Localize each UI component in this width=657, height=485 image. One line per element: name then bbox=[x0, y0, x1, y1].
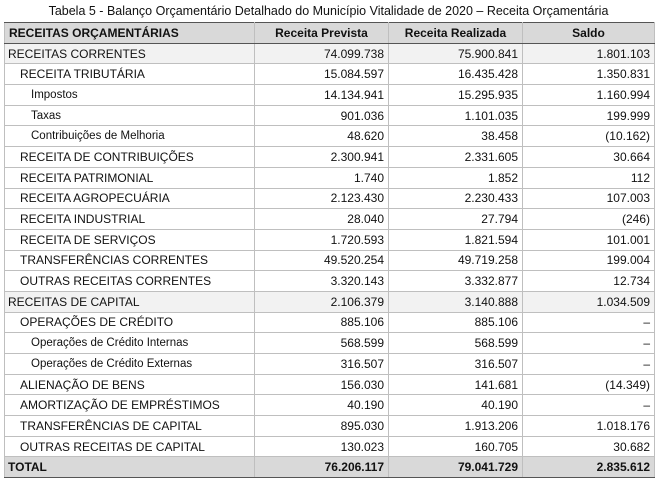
row-receita-realizada: 75.900.841 bbox=[389, 43, 523, 64]
row-receita-prevista: 28.040 bbox=[255, 209, 389, 230]
row-saldo: 199.004 bbox=[523, 250, 655, 271]
row-receita-prevista: 14.134.941 bbox=[255, 85, 389, 106]
table-row bbox=[5, 416, 655, 437]
row-receita-realizada: 1.821.594 bbox=[389, 229, 523, 250]
row-label: OUTRAS RECEITAS CORRENTES bbox=[5, 271, 255, 292]
row-receita-prevista: 1.740 bbox=[255, 167, 389, 188]
row-receita-prevista: 156.030 bbox=[255, 374, 389, 395]
header-receitas: RECEITAS ORÇAMENTÁRIAS bbox=[5, 23, 255, 44]
row-receita-prevista: 3.320.143 bbox=[255, 271, 389, 292]
table-row bbox=[5, 105, 655, 126]
row-receita-prevista: 885.106 bbox=[255, 312, 389, 333]
row-receita-realizada: 141.681 bbox=[389, 374, 523, 395]
row-receita-prevista: 2.106.379 bbox=[255, 291, 389, 312]
row-saldo: 1.018.176 bbox=[523, 416, 655, 437]
row-saldo: – bbox=[523, 333, 655, 354]
table-row bbox=[5, 126, 655, 147]
row-label: TRANSFERÊNCIAS DE CAPITAL bbox=[5, 416, 255, 437]
total-realizada: 79.041.729 bbox=[389, 457, 523, 478]
row-label: Operações de Crédito Internas bbox=[5, 333, 255, 354]
row-saldo: 12.734 bbox=[523, 271, 655, 292]
table-row bbox=[5, 85, 655, 106]
row-receita-prevista: 2.300.941 bbox=[255, 147, 389, 168]
table-row bbox=[5, 188, 655, 209]
row-label: RECEITAS CORRENTES bbox=[5, 43, 255, 64]
header-receita-prevista: Receita Prevista bbox=[255, 23, 389, 44]
header-saldo: Saldo bbox=[523, 23, 655, 44]
table-row bbox=[5, 354, 655, 375]
row-label: OUTRAS RECEITAS DE CAPITAL bbox=[5, 436, 255, 457]
row-saldo: (14.349) bbox=[523, 374, 655, 395]
table-row bbox=[5, 209, 655, 230]
row-receita-realizada: 1.913.206 bbox=[389, 416, 523, 437]
row-receita-realizada: 2.230.433 bbox=[389, 188, 523, 209]
row-receita-realizada: 40.190 bbox=[389, 395, 523, 416]
row-saldo: – bbox=[523, 354, 655, 375]
row-receita-realizada: 316.507 bbox=[389, 354, 523, 375]
table-row bbox=[5, 271, 655, 292]
table-row bbox=[5, 64, 655, 85]
row-receita-realizada: 160.705 bbox=[389, 436, 523, 457]
row-receita-prevista: 895.030 bbox=[255, 416, 389, 437]
total-label: TOTAL bbox=[5, 457, 255, 478]
row-receita-realizada: 1.852 bbox=[389, 167, 523, 188]
row-label: AMORTIZAÇÃO DE EMPRÉSTIMOS bbox=[5, 395, 255, 416]
total-saldo: 2.835.612 bbox=[523, 457, 655, 478]
row-saldo: 107.003 bbox=[523, 188, 655, 209]
row-receita-prevista: 1.720.593 bbox=[255, 229, 389, 250]
row-saldo: (246) bbox=[523, 209, 655, 230]
row-receita-realizada: 3.140.888 bbox=[389, 291, 523, 312]
table-row bbox=[5, 436, 655, 457]
row-saldo: 1.160.994 bbox=[523, 85, 655, 106]
row-receita-prevista: 49.520.254 bbox=[255, 250, 389, 271]
header-receita-realizada: Receita Realizada bbox=[389, 23, 523, 44]
row-receita-prevista: 40.190 bbox=[255, 395, 389, 416]
row-receita-realizada: 1.101.035 bbox=[389, 105, 523, 126]
row-receita-prevista: 316.507 bbox=[255, 354, 389, 375]
row-receita-prevista: 130.023 bbox=[255, 436, 389, 457]
row-receita-prevista: 48.620 bbox=[255, 126, 389, 147]
row-label: RECEITA TRIBUTÁRIA bbox=[5, 64, 255, 85]
row-saldo: (10.162) bbox=[523, 126, 655, 147]
row-label: Contribuições de Melhoria bbox=[5, 126, 255, 147]
table-row bbox=[5, 167, 655, 188]
table-row bbox=[5, 291, 655, 312]
row-receita-realizada: 16.435.428 bbox=[389, 64, 523, 85]
header-row bbox=[5, 23, 655, 44]
row-label: Impostos bbox=[5, 85, 255, 106]
table-row bbox=[5, 312, 655, 333]
table-row bbox=[5, 229, 655, 250]
row-receita-realizada: 49.719.258 bbox=[389, 250, 523, 271]
row-saldo: 1.034.509 bbox=[523, 291, 655, 312]
row-receita-realizada: 568.599 bbox=[389, 333, 523, 354]
row-saldo: – bbox=[523, 395, 655, 416]
row-label: RECEITA PATRIMONIAL bbox=[5, 167, 255, 188]
row-receita-prevista: 568.599 bbox=[255, 333, 389, 354]
row-receita-prevista: 74.099.738 bbox=[255, 43, 389, 64]
table-row bbox=[5, 43, 655, 64]
row-label: Taxas bbox=[5, 105, 255, 126]
row-label: OPERAÇÕES DE CRÉDITO bbox=[5, 312, 255, 333]
row-label: TRANSFERÊNCIAS CORRENTES bbox=[5, 250, 255, 271]
row-label: RECEITA DE CONTRIBUIÇÕES bbox=[5, 147, 255, 168]
table-row bbox=[5, 374, 655, 395]
row-label: RECEITA INDUSTRIAL bbox=[5, 209, 255, 230]
row-receita-prevista: 901.036 bbox=[255, 105, 389, 126]
row-label: ALIENAÇÃO DE BENS bbox=[5, 374, 255, 395]
row-label: RECEITAS DE CAPITAL bbox=[5, 291, 255, 312]
row-receita-prevista: 15.084.597 bbox=[255, 64, 389, 85]
table-row bbox=[5, 333, 655, 354]
row-receita-realizada: 885.106 bbox=[389, 312, 523, 333]
row-saldo: 112 bbox=[523, 167, 655, 188]
row-receita-prevista: 2.123.430 bbox=[255, 188, 389, 209]
row-receita-realizada: 27.794 bbox=[389, 209, 523, 230]
row-receita-realizada: 38.458 bbox=[389, 126, 523, 147]
row-saldo: – bbox=[523, 312, 655, 333]
table-row bbox=[5, 395, 655, 416]
row-saldo: 1.801.103 bbox=[523, 43, 655, 64]
table-caption: Tabela 5 - Balanço Orçamentário Detalhado do Município Vitalidade de 2020 – Receita Orçamentária bbox=[48, 4, 609, 18]
total-prevista: 76.206.117 bbox=[255, 457, 389, 478]
row-label: Operações de Crédito Externas bbox=[5, 354, 255, 375]
table-row bbox=[5, 147, 655, 168]
row-label: RECEITA DE SERVIÇOS bbox=[5, 229, 255, 250]
budget-table bbox=[4, 22, 655, 478]
row-label: RECEITA AGROPECUÁRIA bbox=[5, 188, 255, 209]
row-saldo: 30.682 bbox=[523, 436, 655, 457]
row-receita-realizada: 15.295.935 bbox=[389, 85, 523, 106]
row-saldo: 30.664 bbox=[523, 147, 655, 168]
total-row bbox=[5, 457, 655, 478]
row-receita-realizada: 3.332.877 bbox=[389, 271, 523, 292]
row-receita-realizada: 2.331.605 bbox=[389, 147, 523, 168]
table-row bbox=[5, 250, 655, 271]
row-saldo: 101.001 bbox=[523, 229, 655, 250]
row-saldo: 1.350.831 bbox=[523, 64, 655, 85]
row-saldo: 199.999 bbox=[523, 105, 655, 126]
